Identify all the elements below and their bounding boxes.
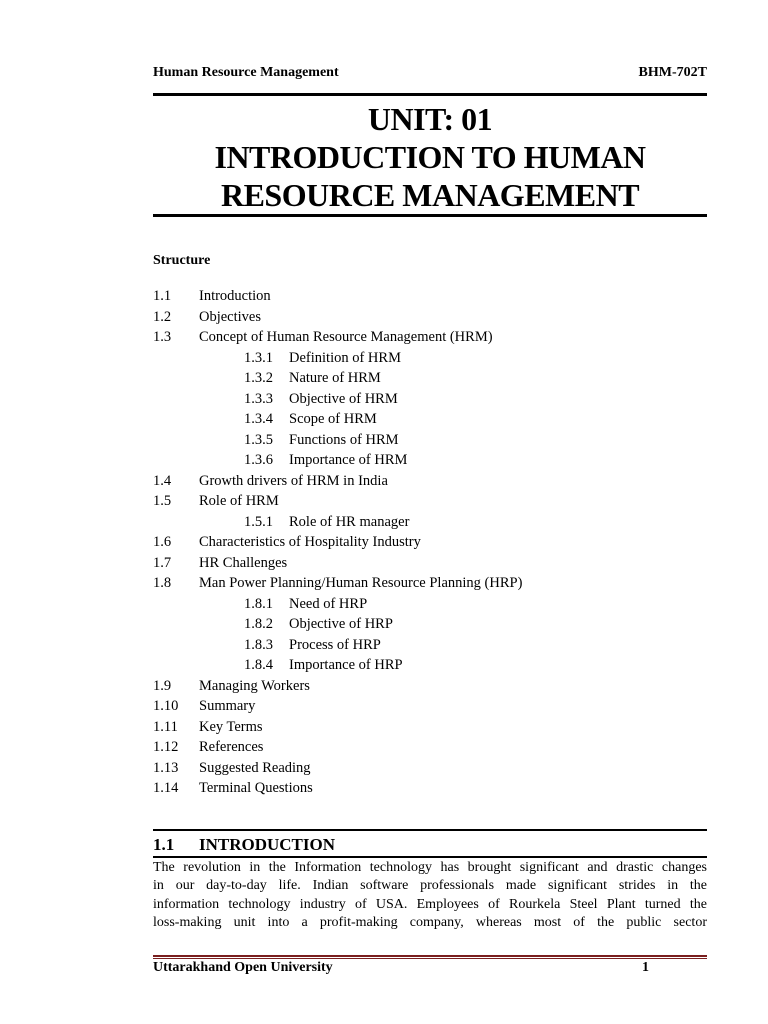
section-body-paragraph (153, 859, 707, 932)
toc-subitem (153, 430, 707, 451)
toc-item (153, 696, 707, 717)
toc-subitem (153, 594, 707, 615)
toc-item (153, 491, 707, 512)
section-rule-bottom (153, 856, 707, 858)
toc-subitem (153, 635, 707, 656)
toc-item-number: 1.9 (153, 677, 172, 694)
toc-subitem (153, 389, 707, 410)
paragraph-line: loss-making unit into a profit-making company, whereas most of the public sector (153, 914, 707, 930)
toc-item-label: Characteristics of Hospitality Industry (199, 534, 421, 550)
toc-item-label: Growth drivers of HRM in India (199, 472, 388, 489)
toc-item-number: 1.8.3 (244, 636, 273, 653)
footer-rule-thin (153, 958, 707, 959)
toc-item-number: 1.3.3 (244, 390, 273, 407)
unit-title (153, 100, 707, 214)
section-title: INTRODUCTION (199, 835, 336, 854)
toc-item-number: 1.12 (153, 739, 179, 755)
toc-subitem (153, 450, 707, 471)
toc-item-label: Functions of HRM (289, 431, 399, 448)
toc-item (153, 307, 707, 328)
paragraph-line: The revolution in the Information technology has brought significant and drastic changes (153, 860, 707, 875)
toc-item-label: Terminal Questions (199, 780, 313, 796)
toc-item-number: 1.3.5 (244, 431, 273, 448)
unit-title-line-1: UNIT: 01 (367, 101, 493, 137)
structure-label: Structure (153, 253, 211, 268)
toc-item-label: Role of HR manager (289, 513, 410, 530)
course-code: BHM-702T (638, 65, 707, 80)
toc-item (153, 553, 707, 574)
section-rule-top (153, 829, 707, 831)
toc-item (153, 717, 707, 738)
toc-item (153, 532, 707, 553)
running-header (153, 65, 707, 83)
toc-item-label: Role of HRM (199, 493, 279, 509)
toc-item-number: 1.14 (153, 780, 179, 796)
toc-item-number: 1.8.2 (244, 616, 273, 632)
unit-title-line-2: INTRODUCTION TO HUMAN (214, 139, 646, 175)
toc-item (153, 758, 707, 779)
toc-item (153, 676, 707, 697)
toc-subitem (153, 512, 707, 533)
unit-title-line-3: RESOURCE MANAGEMENT (220, 177, 640, 213)
toc-item-label: Importance of HRP (289, 657, 403, 673)
toc-subitem (153, 614, 707, 635)
toc-item-number: 1.3 (153, 329, 172, 345)
section-number: 1.1 (153, 835, 175, 854)
toc-item-number: 1.8.4 (244, 657, 273, 673)
toc-subitem (153, 368, 707, 389)
toc-item-label: Man Power Planning/Human Resource Planning (HRP) (199, 575, 523, 591)
toc-item-label: Importance of HRM (289, 452, 408, 468)
toc-item (153, 778, 707, 799)
toc-item-label: Objective of HRP (289, 616, 393, 632)
toc-item (153, 737, 707, 758)
toc-item-label: Managing Workers (199, 677, 310, 694)
title-rule (153, 214, 707, 217)
toc-item-label: Suggested Reading (199, 759, 311, 776)
toc-item-number: 1.7 (153, 554, 172, 571)
toc-item-label: Scope of HRM (289, 411, 377, 427)
table-of-contents (153, 286, 707, 799)
page-number: 1 (642, 960, 649, 975)
toc-item-label: Summary (199, 698, 256, 714)
paragraph-line: information technology industry of USA. Employees of Rourkela Steel Plant turned the (153, 896, 707, 912)
toc-subitem (153, 348, 707, 369)
toc-item-label: Nature of HRM (289, 370, 381, 386)
toc-item-number: 1.11 (153, 718, 178, 735)
toc-item (153, 286, 707, 307)
university-name: Uttarakhand Open University (153, 960, 333, 975)
course-title: Human Resource Management (153, 65, 339, 80)
toc-item-number: 1.8 (153, 575, 172, 591)
toc-item-number: 1.6 (153, 534, 172, 550)
toc-subitem (153, 655, 707, 676)
toc-item-label: Need of HRP (289, 595, 368, 612)
toc-item-number: 1.3.4 (244, 411, 273, 427)
toc-item-number: 1.5.1 (244, 513, 273, 530)
toc-item-number: 1.3.2 (244, 370, 273, 386)
toc-item-number: 1.3.6 (244, 452, 273, 468)
toc-item-number: 1.5 (153, 493, 172, 509)
toc-item-number: 1.2 (153, 308, 172, 325)
paragraph-line: in our day-to-day life. Indian software professionals made significant strides in the (153, 878, 707, 894)
toc-item-number: 1.3.1 (244, 349, 273, 366)
toc-item (153, 573, 707, 594)
toc-item-number: 1.4 (153, 472, 172, 489)
toc-item-label: HR Challenges (199, 554, 288, 571)
toc-item-label: Definition of HRM (289, 349, 401, 366)
toc-item-number: 1.13 (153, 759, 179, 776)
toc-item-number: 1.8.1 (244, 595, 273, 612)
toc-item-label: Objective of HRM (289, 390, 398, 407)
toc-item (153, 471, 707, 492)
footer-rule (153, 955, 707, 957)
toc-item (153, 327, 707, 348)
toc-item-label: Key Terms (199, 718, 263, 735)
toc-subitem (153, 409, 707, 430)
toc-item-number: 1.1 (153, 288, 172, 304)
toc-item-label: Introduction (199, 288, 271, 304)
toc-item-label: Concept of Human Resource Management (HRM) (199, 329, 493, 345)
header-rule (153, 93, 707, 96)
toc-item-number: 1.10 (153, 698, 179, 714)
toc-item-label: Objectives (199, 308, 262, 325)
toc-item-label: References (199, 739, 264, 755)
toc-item-label: Process of HRP (289, 636, 381, 653)
